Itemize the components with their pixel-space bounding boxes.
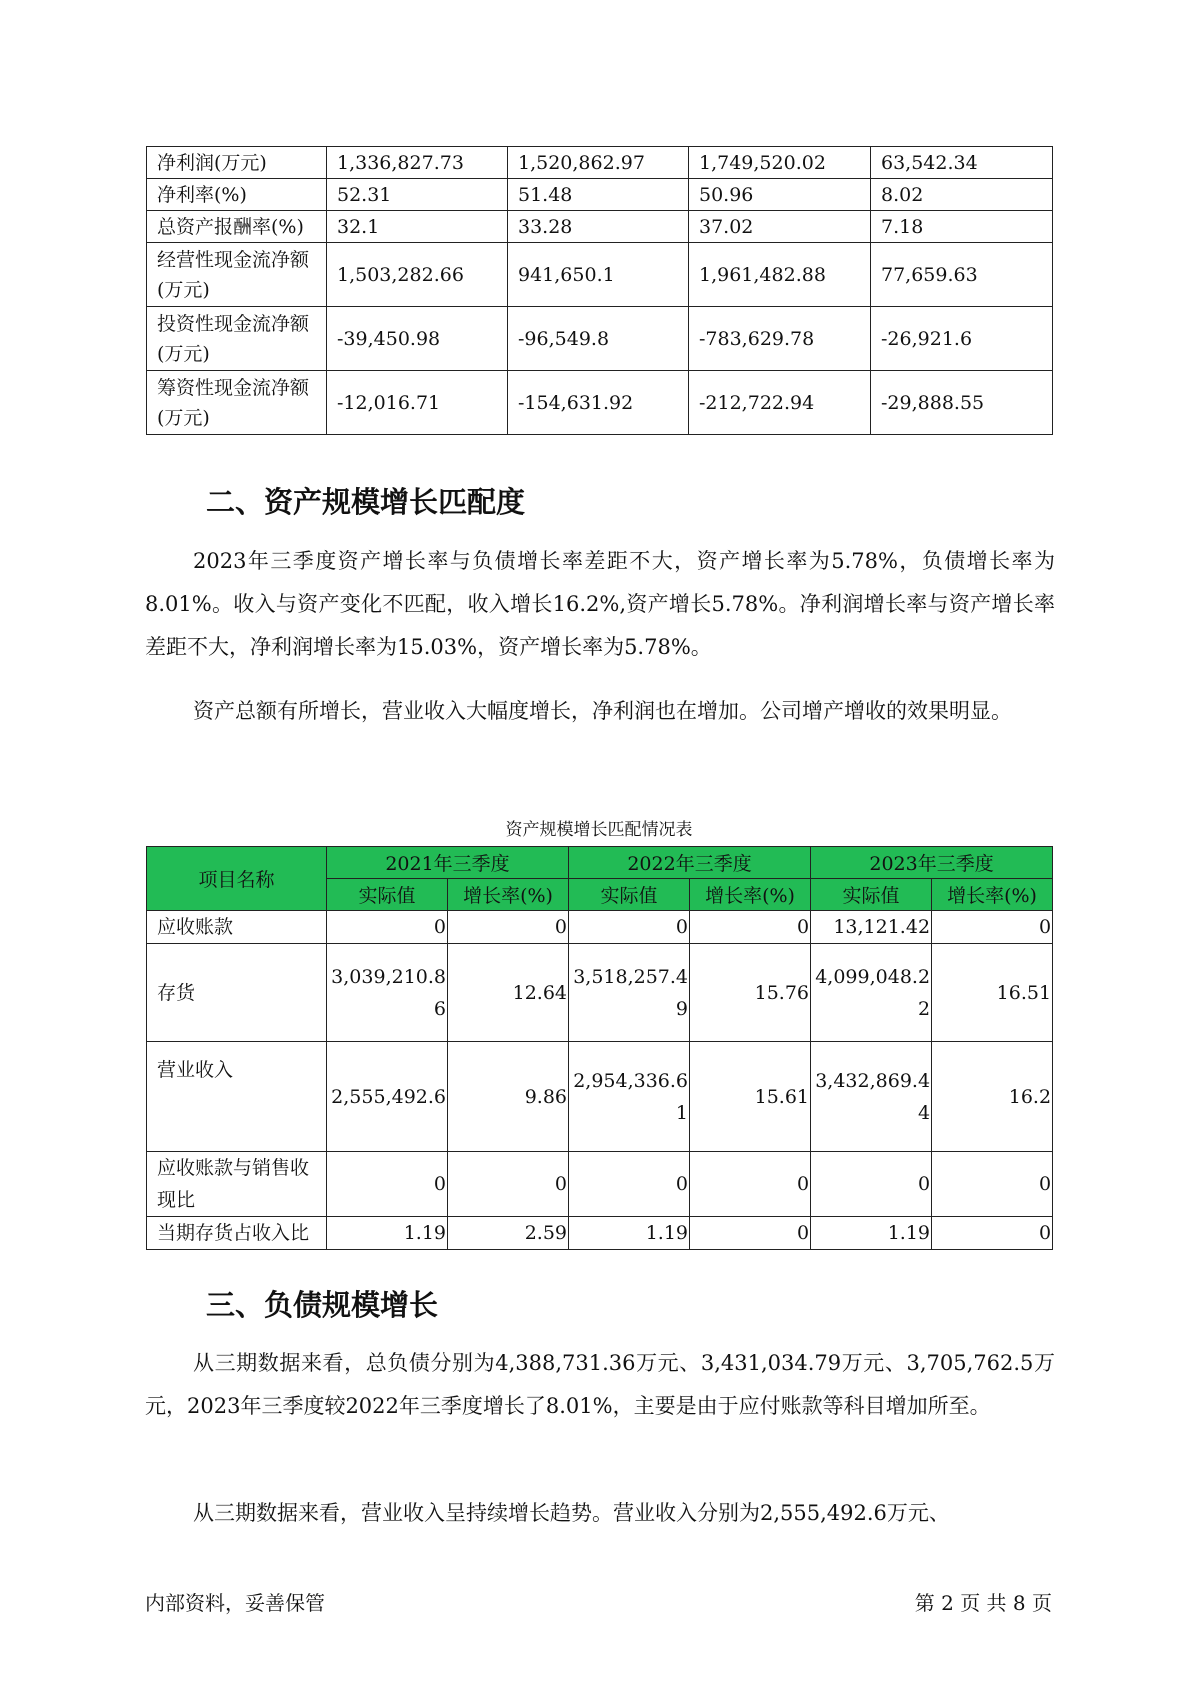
table-cell: 15.76 <box>690 944 811 1042</box>
column-header: 2021年三季度 <box>327 847 569 879</box>
table-cell: 0 <box>932 1152 1053 1217</box>
column-header: 项目名称 <box>147 847 327 911</box>
row-label: 总资产报酬率(%) <box>147 211 327 243</box>
table-cell: 1,749,520.02 <box>689 147 871 179</box>
paragraph: 从三期数据来看，总负债分别为4,388,731.36万元、3,431,034.79万元、3,705,762.5万元，2023年三季度较2022年三季度增长了8.01%，主要是由于应付账款等科目增加所至。 <box>145 1351 1055 1418</box>
table-row <box>147 1042 1053 1152</box>
footer-confidential-note: 内部资料，妥善保管 <box>145 1591 325 1615</box>
table-cell: 0 <box>932 1217 1053 1250</box>
table-row <box>147 147 1053 179</box>
header-row <box>147 847 1053 879</box>
table-cell: 32.1 <box>327 211 508 243</box>
column-header: 实际值 <box>327 879 448 911</box>
table-cell: 33.28 <box>508 211 689 243</box>
row-label: 营业收入 <box>147 1042 327 1152</box>
column-header: 实际值 <box>811 879 932 911</box>
table-cell: 9.86 <box>448 1042 569 1152</box>
section-heading: 二、资产规模增长匹配度 <box>206 485 526 519</box>
table-cell: 50.96 <box>689 179 871 211</box>
table-cell: 0 <box>690 1152 811 1217</box>
table-cell: 12.64 <box>448 944 569 1042</box>
table-cell: 1,336,827.73 <box>327 147 508 179</box>
table-cell: 16.51 <box>932 944 1053 1042</box>
table-cell: 941,650.1 <box>508 243 689 307</box>
row-label: 存货 <box>147 944 327 1042</box>
table-row <box>147 307 1053 371</box>
table-cell: 63,542.34 <box>871 147 1053 179</box>
table-cell: 77,659.63 <box>871 243 1053 307</box>
table-cell: -26,921.6 <box>871 307 1053 371</box>
table-row <box>147 1217 1053 1250</box>
table-row <box>147 211 1053 243</box>
table-cell: 0 <box>327 1152 448 1217</box>
column-header: 2023年三季度 <box>811 847 1053 879</box>
table-cell: 1,520,862.97 <box>508 147 689 179</box>
table-cell: -154,631.92 <box>508 371 689 435</box>
table-row <box>147 243 1053 307</box>
table-cell: 2,555,492.6 <box>327 1042 448 1152</box>
table-cell: 2.59 <box>448 1217 569 1250</box>
table-cell: -12,016.71 <box>327 371 508 435</box>
table-cell: 1.19 <box>569 1217 690 1250</box>
paragraph: 从三期数据来看，营业收入呈持续增长趋势。营业收入分别为2,555,492.6万元、 <box>193 1501 950 1525</box>
section-heading: 三、负债规模增长 <box>206 1288 439 1322</box>
paragraph: 资产总额有所增长，营业收入大幅度增长，净利润也在增加。公司增产增收的效果明显。 <box>193 699 1012 723</box>
financial-summary-table <box>146 146 1053 435</box>
table-cell: -39,450.98 <box>327 307 508 371</box>
table-cell: 3,518,257.49 <box>569 944 690 1042</box>
table-cell: 51.48 <box>508 179 689 211</box>
footer-page-number: 第 2 页 共 8 页 <box>914 1591 1052 1615</box>
table-cell: 0 <box>932 911 1053 944</box>
table-cell: 1.19 <box>327 1217 448 1250</box>
table-cell: 0 <box>448 911 569 944</box>
table-row <box>147 1152 1053 1217</box>
column-header: 增长率(%) <box>932 879 1053 911</box>
table-row <box>147 944 1053 1042</box>
table-cell: 0 <box>569 1152 690 1217</box>
row-label: 经营性现金流净额(万元) <box>147 243 327 307</box>
table-row <box>147 371 1053 435</box>
table-cell: 1.19 <box>811 1217 932 1250</box>
table-row <box>147 911 1053 944</box>
table-cell: 0 <box>690 1217 811 1250</box>
table-cell: -783,629.78 <box>689 307 871 371</box>
column-header: 实际值 <box>569 879 690 911</box>
table-cell: 16.2 <box>932 1042 1053 1152</box>
table-cell: 3,432,869.44 <box>811 1042 932 1152</box>
table-cell: 7.18 <box>871 211 1053 243</box>
table-caption: 资产规模增长匹配情况表 <box>505 820 693 840</box>
table-cell: 1,503,282.66 <box>327 243 508 307</box>
row-label: 净利润(万元) <box>147 147 327 179</box>
table-cell: 4,099,048.22 <box>811 944 932 1042</box>
row-label: 筹资性现金流净额(万元) <box>147 371 327 435</box>
table-row <box>147 179 1053 211</box>
table-cell: -29,888.55 <box>871 371 1053 435</box>
row-label: 应收账款与销售收现比 <box>147 1152 327 1217</box>
asset-growth-table <box>146 846 1053 1250</box>
table-cell: 8.02 <box>871 179 1053 211</box>
table-cell: 1,961,482.88 <box>689 243 871 307</box>
table-cell: 37.02 <box>689 211 871 243</box>
table-cell: 0 <box>569 911 690 944</box>
table-cell: 0 <box>690 911 811 944</box>
row-label: 应收账款 <box>147 911 327 944</box>
table-cell: -212,722.94 <box>689 371 871 435</box>
row-label: 投资性现金流净额(万元) <box>147 307 327 371</box>
table-cell: 15.61 <box>690 1042 811 1152</box>
column-header: 增长率(%) <box>690 879 811 911</box>
paragraph: 2023年三季度资产增长率与负债增长率差距不大，资产增长率为5.78%，负债增长率为8.01%。收入与资产变化不匹配，收入增长16.2%,资产增长5.78%。净利润增长率与资产增长率差距不大，净利润增长率为15.03%，资产增长率为5.78%。 <box>145 549 1055 659</box>
table-cell: 0 <box>811 1152 932 1217</box>
table-cell: 0 <box>327 911 448 944</box>
column-header: 增长率(%) <box>448 879 569 911</box>
table-cell: 0 <box>448 1152 569 1217</box>
table-cell: 3,039,210.86 <box>327 944 448 1042</box>
column-header: 2022年三季度 <box>569 847 811 879</box>
row-label: 净利率(%) <box>147 179 327 211</box>
table-cell: -96,549.8 <box>508 307 689 371</box>
row-label: 当期存货占收入比 <box>147 1217 327 1250</box>
table-cell: 52.31 <box>327 179 508 211</box>
table-cell: 2,954,336.61 <box>569 1042 690 1152</box>
table-cell: 13,121.42 <box>811 911 932 944</box>
